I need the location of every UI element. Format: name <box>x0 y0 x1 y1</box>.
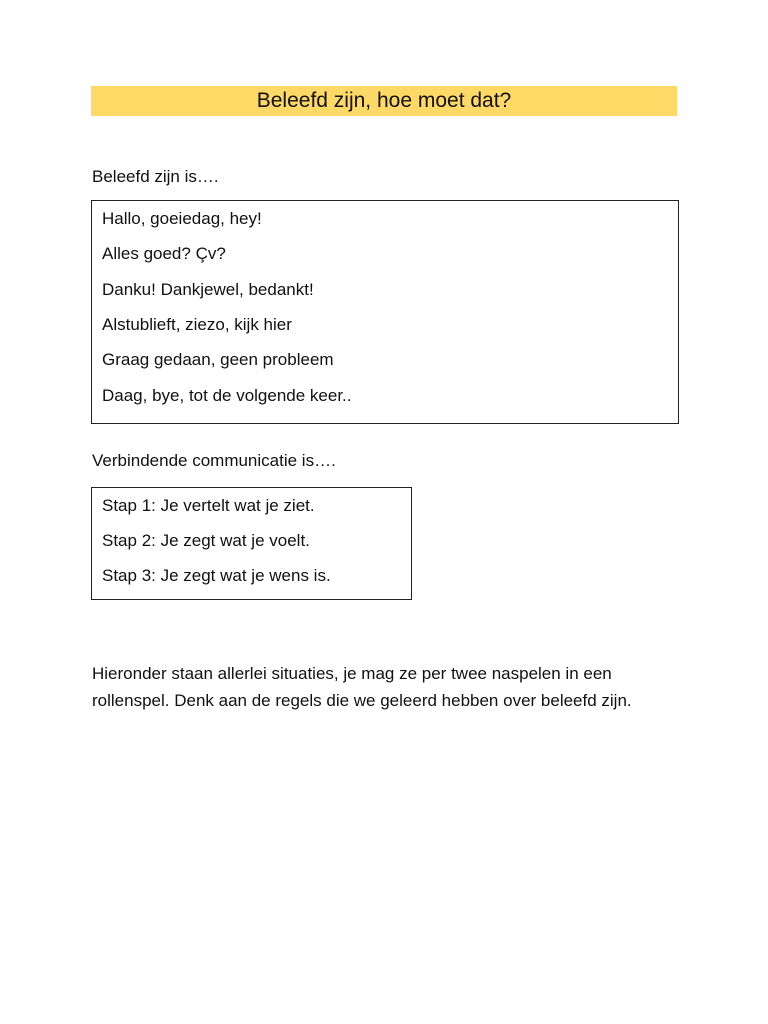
communication-steps-box <box>91 487 412 600</box>
communication-step: Stap 1: Je vertelt wat je ziet. <box>102 496 315 515</box>
politeness-item: Danku! Dankjewel, bedankt! <box>102 280 314 299</box>
politeness-item: Hallo, goeiedag, hey! <box>102 209 262 228</box>
politeness-item: Daag, bye, tot de volgende keer.. <box>102 386 352 405</box>
page-title-text: Beleefd zijn, hoe moet dat? <box>256 89 512 112</box>
instructions-paragraph: Hieronder staan allerlei situaties, je mag ze per twee naspelen in een rollenspel. Denk aan de regels die we geleerd hebben over beleefd zijn. <box>92 664 632 710</box>
politeness-item: Graag gedaan, geen probleem <box>102 350 334 369</box>
politeness-box <box>91 200 679 424</box>
politeness-item: Alles goed? Çv? <box>102 244 226 263</box>
page-title <box>91 86 677 116</box>
politeness-heading: Beleefd zijn is…. <box>92 167 219 186</box>
communication-step: Stap 2: Je zegt wat je voelt. <box>102 531 310 550</box>
politeness-item: Alstublieft, ziezo, kijk hier <box>102 315 292 334</box>
communication-heading: Verbindende communicatie is…. <box>92 451 336 470</box>
communication-step: Stap 3: Je zegt wat je wens is. <box>102 566 331 585</box>
